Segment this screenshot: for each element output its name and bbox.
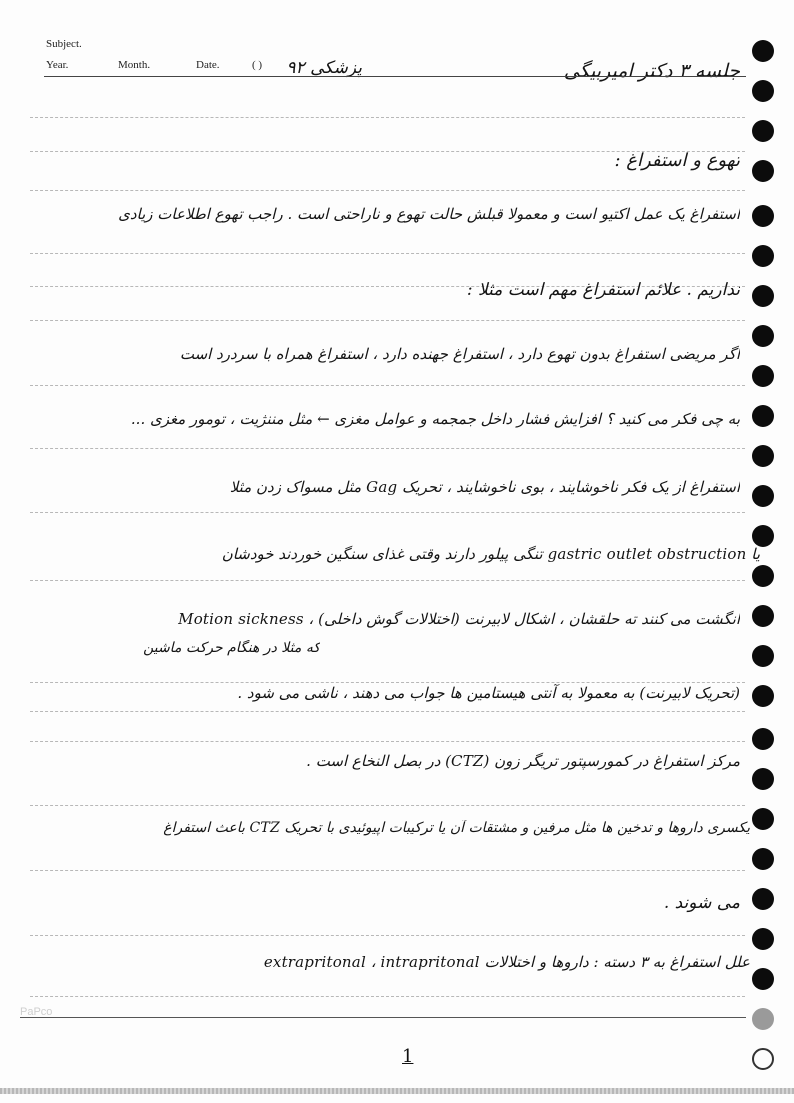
scan-edge: [0, 1088, 794, 1094]
note-line: به چی فکر می کنید ؟ افزایش فشار داخل جمجمه و عوامل مغزی ← مثل مننژیت ، تومور مغزی ...: [130, 410, 740, 428]
binding-hole: [752, 728, 774, 750]
paper-brand-stamp: PaPco: [20, 1006, 53, 1018]
note-line: یا gastric outlet obstruction تنگی پیلور دارند وقتی غذای سنگین خوردند خودشان: [221, 545, 760, 563]
binding-hole: [752, 445, 774, 467]
binding-hole: [752, 160, 774, 182]
binding-hole: [752, 325, 774, 347]
binding-hole: [752, 405, 774, 427]
note-line: می شوند .: [663, 893, 740, 913]
binding-hole: [752, 968, 774, 990]
binding-hole: [752, 888, 774, 910]
footer-rule: [20, 1017, 746, 1018]
binding-hole: [752, 205, 774, 227]
note-line: نداریم . علائم استفراغ مهم است مثلا :: [466, 280, 740, 300]
binding-hole: [752, 768, 774, 790]
binding-hole: [752, 285, 774, 307]
date-label: Date.: [196, 59, 220, 71]
binding-hole: [752, 685, 774, 707]
ruled-line: [30, 117, 745, 118]
binding-hole: [752, 525, 774, 547]
ruled-line: [30, 580, 745, 581]
binding-hole: [752, 245, 774, 267]
date-header-row: [46, 59, 272, 71]
subject-label: Subject.: [46, 38, 82, 50]
date-paren: ( ): [252, 59, 263, 71]
binding-hole: [752, 40, 774, 62]
binding-hole: [752, 605, 774, 627]
binding-hole: [752, 645, 774, 667]
note-line: یکسری داروها و تدخین ها مثل مرفین و مشتقات آن یا ترکیبات اپیوئیدی با تحریک CTZ باعث استفراغ: [163, 820, 750, 836]
session-title: جلسه ۳ دکتر امیربیگی: [563, 60, 740, 82]
note-line: (تحریک لابیرنت) به معمولا به آنتی هیستامین ها جواب می دهند ، ناشی می شود .: [237, 684, 740, 702]
binding-hole: [752, 808, 774, 830]
note-line: استفراغ از یک فکر ناخوشایند ، بوی ناخوشایند ، تحریک Gag مثل مسواک زدن مثلا: [229, 478, 740, 496]
binding-hole: [752, 1008, 774, 1030]
binding-hole: [752, 485, 774, 507]
note-line: اگر مریضی استفراغ بدون تهوع دارد ، استفراغ جهنده دارد ، استفراغ همراه با سردرد است: [179, 345, 740, 363]
binding-hole: [752, 120, 774, 142]
header-rule: [44, 76, 746, 77]
topic-heading: تهوع و استفراغ :: [614, 150, 740, 171]
binding-hole: [752, 848, 774, 870]
ruled-line: [30, 711, 745, 712]
note-line: مرکز استفراغ در کمورسپتور تریگر زون (CTZ) در بصل النخاع است .: [306, 752, 740, 770]
year-label: Year.: [46, 59, 69, 71]
binding-hole: [752, 1048, 774, 1070]
course-label: پزشکی ۹۲: [286, 58, 362, 78]
ruled-line: [30, 741, 745, 742]
ruled-line: [30, 253, 745, 254]
note-line: علل استفراغ به ۳ دسته : داروها و اختلالات extrapritonal ، intrapritonal: [263, 953, 750, 971]
note-line: استفراغ یک عمل اکتیو است و معمولا قبلش حالت تهوع و ناراحتی است . راجب تهوع اطلاعات زیادی: [118, 205, 740, 223]
ruled-line: [30, 448, 745, 449]
ruled-line: [30, 385, 745, 386]
ruled-line: [30, 870, 745, 871]
month-label: Month.: [118, 59, 151, 71]
binding-hole: [752, 565, 774, 587]
page-number: 1: [402, 1046, 414, 1067]
ruled-line: [30, 682, 745, 683]
binding-hole: [752, 80, 774, 102]
ruled-line: [30, 190, 745, 191]
note-line: انگشت می کنند ته حلقشان ، اشکال لابیرنت (اختلالات گوش داخلی) ، Motion sickness: [178, 610, 740, 628]
ruled-line: [30, 512, 745, 513]
ruled-line: [30, 996, 745, 997]
ruled-line: [30, 935, 745, 936]
ruled-line: [30, 320, 745, 321]
binding-hole: [752, 928, 774, 950]
binding-hole: [752, 365, 774, 387]
ruled-line: [30, 805, 745, 806]
note-line: که مثلا در هنگام حرکت ماشین: [143, 640, 320, 656]
